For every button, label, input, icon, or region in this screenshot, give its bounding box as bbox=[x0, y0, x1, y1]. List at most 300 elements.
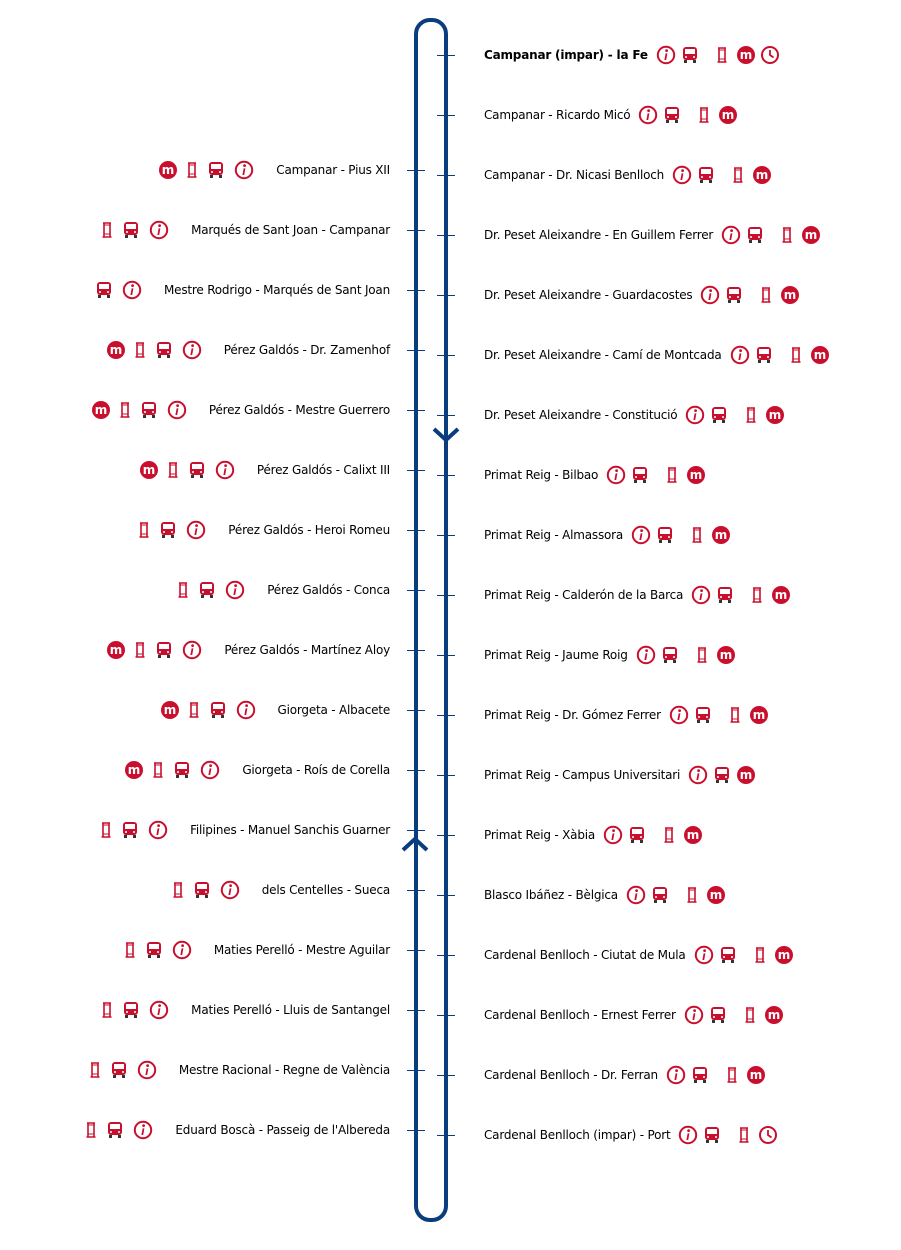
svg-text:m: m bbox=[722, 108, 735, 122]
info-icon[interactable] bbox=[606, 465, 626, 485]
stop-name: Giorgeta - Roís de Corella bbox=[242, 763, 390, 777]
metro-icon[interactable] bbox=[716, 645, 736, 665]
stop-tick bbox=[407, 650, 425, 651]
svg-text:m: m bbox=[110, 643, 123, 657]
info-icon[interactable] bbox=[631, 525, 651, 545]
bus-icon[interactable] bbox=[655, 525, 675, 545]
stop-left[interactable] bbox=[158, 700, 391, 720]
stop-tick bbox=[437, 775, 455, 776]
metro-icon[interactable] bbox=[780, 285, 800, 305]
stop-services bbox=[667, 705, 771, 725]
stop-name: Marqués de Sant Joan - Campanar bbox=[191, 223, 390, 237]
bus-icon[interactable] bbox=[197, 580, 217, 600]
stop-name: Maties Perelló - Lluis de Santangel bbox=[191, 1003, 390, 1017]
bus-stop-icon[interactable] bbox=[725, 705, 745, 725]
metro-icon[interactable] bbox=[765, 405, 785, 425]
stop-services bbox=[104, 640, 204, 660]
stop-tick bbox=[437, 535, 455, 536]
bus-stop-icon[interactable] bbox=[130, 340, 150, 360]
stop-name: Cardenal Benlloch - Ernest Ferrer bbox=[484, 1008, 676, 1022]
stop-tick bbox=[437, 955, 455, 956]
info-icon[interactable] bbox=[700, 285, 720, 305]
info-icon[interactable] bbox=[137, 1060, 157, 1080]
bus-icon[interactable] bbox=[708, 1005, 728, 1025]
stop-right[interactable] bbox=[484, 45, 782, 65]
metro-icon[interactable] bbox=[764, 1005, 784, 1025]
info-icon[interactable] bbox=[234, 160, 254, 180]
bus-stop-icon[interactable] bbox=[163, 460, 183, 480]
stop-services bbox=[636, 105, 740, 125]
bus-stop-icon[interactable] bbox=[184, 700, 204, 720]
stop-name: Primat Reig - Xàbia bbox=[484, 828, 596, 842]
metro-icon[interactable] bbox=[771, 585, 791, 605]
svg-text:m: m bbox=[767, 1008, 781, 1022]
metro-icon[interactable] bbox=[706, 885, 726, 905]
stop-services bbox=[670, 165, 774, 185]
metro-icon[interactable] bbox=[686, 465, 706, 485]
stop-right[interactable] bbox=[484, 1005, 786, 1025]
stop-tick bbox=[437, 355, 455, 356]
stop-services bbox=[171, 580, 247, 600]
svg-text:m: m bbox=[719, 648, 732, 662]
info-icon[interactable] bbox=[694, 945, 714, 965]
metro-icon[interactable] bbox=[801, 225, 821, 245]
stop-right[interactable] bbox=[484, 465, 708, 485]
metro-icon[interactable] bbox=[91, 400, 111, 420]
bus-icon[interactable] bbox=[208, 700, 228, 720]
stop-tick bbox=[407, 290, 425, 291]
stop-name: Primat Reig - Calderón de la Barca bbox=[484, 588, 684, 602]
bus-icon[interactable] bbox=[754, 345, 774, 365]
stop-tick bbox=[437, 595, 455, 596]
stop-right[interactable] bbox=[484, 705, 771, 725]
stop-left[interactable] bbox=[156, 160, 390, 180]
stop-tick bbox=[407, 1070, 425, 1071]
bus-stop-icon[interactable] bbox=[740, 1005, 760, 1025]
stop-services bbox=[79, 1120, 155, 1140]
stop-left[interactable] bbox=[95, 220, 390, 240]
stop-left[interactable] bbox=[92, 280, 390, 300]
bus-stop-icon[interactable] bbox=[130, 640, 150, 660]
stop-left[interactable] bbox=[95, 1000, 390, 1020]
stop-left[interactable] bbox=[83, 1060, 390, 1080]
info-icon[interactable] bbox=[236, 700, 256, 720]
stop-tick bbox=[437, 1135, 455, 1136]
svg-text:m: m bbox=[774, 588, 788, 602]
svg-text:m: m bbox=[162, 163, 175, 177]
stop-tick bbox=[437, 55, 455, 56]
stop-services bbox=[664, 1065, 768, 1085]
stop-name: Dr. Peset Aleixandre - Constitució bbox=[484, 408, 678, 422]
bus-icon[interactable] bbox=[745, 225, 765, 245]
stop-tick bbox=[407, 230, 425, 231]
stop-left[interactable] bbox=[171, 580, 390, 600]
bus-stop-icon[interactable] bbox=[712, 45, 732, 65]
bus-icon[interactable] bbox=[139, 400, 159, 420]
bus-stop-icon[interactable] bbox=[115, 400, 135, 420]
stop-tick bbox=[437, 835, 455, 836]
svg-text:m: m bbox=[804, 228, 818, 242]
stop-services bbox=[132, 520, 208, 540]
stop-left[interactable] bbox=[132, 520, 390, 540]
stop-services bbox=[728, 345, 832, 365]
stop-name: Maties Perelló - Mestre Aguilar bbox=[213, 943, 390, 957]
bus-icon[interactable] bbox=[144, 940, 164, 960]
bus-icon[interactable] bbox=[630, 465, 650, 485]
bus-stop-icon[interactable] bbox=[747, 585, 767, 605]
svg-text:m: m bbox=[749, 1068, 763, 1082]
stop-right[interactable] bbox=[484, 525, 733, 545]
bus-stop-icon[interactable] bbox=[120, 940, 140, 960]
stop-services bbox=[158, 700, 258, 720]
stop-services bbox=[654, 45, 782, 65]
stop-name: Primat Reig - Jaume Roig bbox=[484, 648, 628, 662]
bus-stop-icon[interactable] bbox=[81, 1120, 101, 1140]
info-icon[interactable] bbox=[656, 45, 676, 65]
stop-name: Campanar - Dr. Nicasi Benlloch bbox=[484, 168, 665, 182]
stop-services bbox=[629, 525, 733, 545]
stop-tick bbox=[437, 715, 455, 716]
metro-icon[interactable] bbox=[746, 1065, 766, 1085]
stop-tick bbox=[437, 115, 455, 116]
stop-left[interactable] bbox=[122, 760, 390, 780]
bus-stop-icon[interactable] bbox=[750, 945, 770, 965]
stop-name: dels Centelles - Sueca bbox=[261, 883, 390, 897]
svg-text:m: m bbox=[752, 708, 766, 722]
bus-stop-icon[interactable] bbox=[694, 105, 714, 125]
info-icon[interactable] bbox=[669, 705, 689, 725]
svg-text:m: m bbox=[94, 403, 108, 417]
stop-services bbox=[156, 160, 256, 180]
stop-services bbox=[122, 760, 222, 780]
info-icon[interactable] bbox=[638, 105, 658, 125]
bus-stop-icon[interactable] bbox=[722, 1065, 742, 1085]
bus-icon[interactable] bbox=[662, 105, 682, 125]
stop-left[interactable] bbox=[104, 640, 390, 660]
stop-tick bbox=[407, 170, 425, 171]
stop-services bbox=[719, 225, 823, 245]
info-icon[interactable] bbox=[225, 580, 245, 600]
stop-tick bbox=[407, 350, 425, 351]
metro-icon[interactable] bbox=[160, 700, 180, 720]
stop-name: Campanar (impar) - la Fe bbox=[484, 48, 648, 62]
svg-text:m: m bbox=[769, 408, 782, 422]
stop-right[interactable] bbox=[484, 405, 787, 425]
metro-icon[interactable] bbox=[711, 525, 731, 545]
bus-stop-icon[interactable] bbox=[659, 825, 679, 845]
info-icon[interactable] bbox=[220, 880, 240, 900]
bus-icon[interactable] bbox=[712, 765, 732, 785]
stop-left[interactable] bbox=[104, 340, 390, 360]
bus-icon[interactable] bbox=[650, 885, 670, 905]
stop-name: Primat Reig - Bilbao bbox=[484, 468, 599, 482]
svg-text:m: m bbox=[777, 948, 790, 962]
metro-icon[interactable] bbox=[736, 765, 756, 785]
stop-services bbox=[83, 1060, 159, 1080]
stop-left[interactable] bbox=[166, 880, 390, 900]
stop-name: Mestre Racional - Regne de València bbox=[178, 1063, 390, 1077]
stop-right[interactable] bbox=[484, 585, 793, 605]
stop-right[interactable] bbox=[484, 105, 740, 125]
stop-services bbox=[682, 1005, 786, 1025]
bus-icon[interactable] bbox=[154, 340, 174, 360]
stop-tick bbox=[407, 530, 425, 531]
stop-services bbox=[634, 645, 738, 665]
metro-icon[interactable] bbox=[124, 760, 144, 780]
bus-stop-icon[interactable] bbox=[682, 885, 702, 905]
info-icon[interactable] bbox=[133, 1120, 153, 1140]
bus-stop-icon[interactable] bbox=[687, 525, 707, 545]
stop-services bbox=[89, 400, 189, 420]
bus-stop-icon[interactable] bbox=[96, 820, 116, 840]
stop-services bbox=[601, 825, 705, 845]
stop-tick bbox=[407, 1010, 425, 1011]
metro-icon[interactable] bbox=[749, 705, 769, 725]
svg-text:m: m bbox=[813, 348, 826, 362]
stop-name: Primat Reig - Almassora bbox=[484, 528, 624, 542]
bus-icon[interactable] bbox=[158, 520, 178, 540]
stop-services bbox=[604, 465, 708, 485]
stop-right[interactable] bbox=[484, 345, 832, 365]
clock-icon[interactable] bbox=[758, 1125, 778, 1145]
stop-tick bbox=[407, 770, 425, 771]
route-line bbox=[414, 18, 448, 1222]
stop-services bbox=[686, 765, 758, 785]
stop-name: Pérez Galdós - Dr. Zamenhof bbox=[223, 343, 390, 357]
stop-right[interactable] bbox=[484, 1125, 780, 1145]
stop-right[interactable] bbox=[484, 885, 728, 905]
bus-icon[interactable] bbox=[121, 220, 141, 240]
bus-stop-icon[interactable] bbox=[786, 345, 806, 365]
stop-tick bbox=[407, 1130, 425, 1131]
info-icon[interactable] bbox=[122, 280, 142, 300]
bus-icon[interactable] bbox=[660, 645, 680, 665]
stop-name: Filipines - Manuel Sanchis Guarner bbox=[190, 823, 390, 837]
info-icon[interactable] bbox=[672, 165, 692, 185]
info-icon[interactable] bbox=[684, 1005, 704, 1025]
stop-name: Eduard Boscà - Passeig de l'Albereda bbox=[175, 1123, 390, 1137]
metro-icon[interactable] bbox=[683, 825, 703, 845]
svg-text:m: m bbox=[755, 168, 769, 182]
stop-name: Pérez Galdós - Calixt III bbox=[256, 463, 390, 477]
svg-text:m: m bbox=[686, 828, 700, 842]
stop-services bbox=[95, 220, 171, 240]
bus-icon[interactable] bbox=[693, 705, 713, 725]
stop-tick bbox=[407, 710, 425, 711]
stop-tick bbox=[407, 950, 425, 951]
svg-text:m: m bbox=[714, 528, 728, 542]
stop-tick bbox=[407, 590, 425, 591]
bus-icon[interactable] bbox=[109, 1060, 129, 1080]
stop-services bbox=[118, 940, 194, 960]
stop-tick bbox=[437, 235, 455, 236]
info-icon[interactable] bbox=[603, 825, 623, 845]
stop-name: Campanar - Ricardo Micó bbox=[484, 108, 631, 122]
stop-services bbox=[698, 285, 802, 305]
clock-icon[interactable] bbox=[760, 45, 780, 65]
info-icon[interactable] bbox=[148, 820, 168, 840]
stop-name: Blasco Ibáñez - Bèlgica bbox=[484, 888, 618, 902]
stop-name: Cardenal Benlloch - Dr. Ferran bbox=[484, 1068, 658, 1082]
bus-icon[interactable] bbox=[154, 640, 174, 660]
stop-services bbox=[692, 945, 796, 965]
bus-icon[interactable] bbox=[121, 1000, 141, 1020]
stop-right[interactable] bbox=[484, 225, 823, 245]
bus-stop-icon[interactable] bbox=[173, 580, 193, 600]
stop-right[interactable] bbox=[484, 165, 774, 185]
stop-name: Cardenal Benlloch - Ciutat de Mula bbox=[484, 948, 686, 962]
bus-icon[interactable] bbox=[690, 1065, 710, 1085]
info-icon[interactable] bbox=[730, 345, 750, 365]
info-icon[interactable] bbox=[172, 940, 192, 960]
bus-stop-icon[interactable] bbox=[756, 285, 776, 305]
stop-services bbox=[624, 885, 728, 905]
info-icon[interactable] bbox=[626, 885, 646, 905]
bus-stop-icon[interactable] bbox=[134, 520, 154, 540]
svg-text:m: m bbox=[128, 763, 141, 777]
info-icon[interactable] bbox=[721, 225, 741, 245]
stop-services bbox=[166, 880, 242, 900]
metro-icon[interactable] bbox=[106, 340, 126, 360]
stop-right[interactable] bbox=[484, 945, 796, 965]
bus-icon[interactable] bbox=[627, 825, 647, 845]
svg-text:m: m bbox=[109, 343, 123, 357]
bus-stop-icon[interactable] bbox=[148, 760, 168, 780]
bus-icon[interactable] bbox=[702, 1125, 722, 1145]
stop-tick bbox=[437, 1075, 455, 1076]
svg-text:m: m bbox=[709, 888, 723, 902]
stop-name: Pérez Galdós - Martínez Aloy bbox=[224, 643, 390, 657]
bus-stop-icon[interactable] bbox=[734, 1125, 754, 1145]
metro-icon[interactable] bbox=[158, 160, 178, 180]
bus-stop-icon[interactable] bbox=[777, 225, 797, 245]
bus-icon[interactable] bbox=[94, 280, 114, 300]
info-icon[interactable] bbox=[182, 640, 202, 660]
info-icon[interactable] bbox=[215, 460, 235, 480]
stop-name: Primat Reig - Campus Universitari bbox=[484, 768, 681, 782]
bus-icon[interactable] bbox=[120, 820, 140, 840]
stop-left[interactable] bbox=[89, 400, 390, 420]
stop-tick bbox=[407, 410, 425, 411]
stop-name: Pérez Galdós - Conca bbox=[267, 583, 390, 597]
stop-right[interactable] bbox=[484, 825, 705, 845]
stop-name: Dr. Peset Aleixandre - En Guillem Ferrer bbox=[484, 228, 714, 242]
bus-icon[interactable] bbox=[718, 945, 738, 965]
stop-services bbox=[689, 585, 793, 605]
bus-icon[interactable] bbox=[192, 880, 212, 900]
info-icon[interactable] bbox=[149, 1000, 169, 1020]
stop-left[interactable] bbox=[79, 1120, 390, 1140]
down-arrow-icon bbox=[432, 426, 460, 444]
stop-tick bbox=[407, 830, 425, 831]
info-icon[interactable] bbox=[149, 220, 169, 240]
stop-tick bbox=[437, 1015, 455, 1016]
metro-icon[interactable] bbox=[736, 45, 756, 65]
bus-stop-icon[interactable] bbox=[85, 1060, 105, 1080]
stop-name: Pérez Galdós - Mestre Guerrero bbox=[208, 403, 390, 417]
up-arrow-icon bbox=[401, 835, 429, 853]
bus-icon[interactable] bbox=[709, 405, 729, 425]
bus-stop-icon[interactable] bbox=[168, 880, 188, 900]
stop-tick bbox=[407, 470, 425, 471]
bus-icon[interactable] bbox=[187, 460, 207, 480]
bus-icon[interactable] bbox=[172, 760, 192, 780]
bus-icon[interactable] bbox=[105, 1120, 125, 1140]
bus-icon[interactable] bbox=[206, 160, 226, 180]
bus-icon[interactable] bbox=[715, 585, 735, 605]
info-icon[interactable] bbox=[167, 400, 187, 420]
stop-right[interactable] bbox=[484, 1065, 768, 1085]
stop-services bbox=[92, 280, 144, 300]
svg-text:m: m bbox=[689, 468, 703, 482]
stop-tick bbox=[437, 295, 455, 296]
stop-name: Primat Reig - Dr. Gómez Ferrer bbox=[484, 708, 661, 722]
svg-text:m: m bbox=[163, 703, 176, 717]
bus-stop-icon[interactable] bbox=[182, 160, 202, 180]
bus-stop-icon[interactable] bbox=[692, 645, 712, 665]
stop-services bbox=[94, 820, 170, 840]
metro-icon[interactable] bbox=[106, 640, 126, 660]
stop-right[interactable] bbox=[484, 765, 758, 785]
bus-stop-icon[interactable] bbox=[728, 165, 748, 185]
stop-right[interactable] bbox=[484, 645, 738, 665]
stop-tick bbox=[437, 655, 455, 656]
stop-name: Campanar - Pius XII bbox=[276, 163, 390, 177]
bus-icon[interactable] bbox=[696, 165, 716, 185]
bus-stop-icon[interactable] bbox=[97, 220, 117, 240]
svg-text:m: m bbox=[142, 463, 156, 477]
stop-name: Giorgeta - Albacete bbox=[277, 703, 390, 717]
stop-services bbox=[95, 1000, 171, 1020]
stop-tick bbox=[437, 895, 455, 896]
info-icon[interactable] bbox=[666, 1065, 686, 1085]
info-icon[interactable] bbox=[200, 760, 220, 780]
info-icon[interactable] bbox=[691, 585, 711, 605]
info-icon[interactable] bbox=[636, 645, 656, 665]
info-icon[interactable] bbox=[688, 765, 708, 785]
stop-right[interactable] bbox=[484, 285, 802, 305]
stop-tick bbox=[437, 175, 455, 176]
metro-icon[interactable] bbox=[774, 945, 794, 965]
stop-services bbox=[683, 405, 787, 425]
stop-services bbox=[676, 1125, 780, 1145]
info-icon[interactable] bbox=[685, 405, 705, 425]
info-icon[interactable] bbox=[182, 340, 202, 360]
bus-stop-icon[interactable] bbox=[662, 465, 682, 485]
metro-icon[interactable] bbox=[718, 105, 738, 125]
metro-icon[interactable] bbox=[139, 460, 159, 480]
svg-text:m: m bbox=[739, 48, 753, 62]
stop-tick bbox=[437, 415, 455, 416]
info-icon[interactable] bbox=[678, 1125, 698, 1145]
metro-icon[interactable] bbox=[752, 165, 772, 185]
svg-text:m: m bbox=[784, 288, 797, 302]
stop-name: Cardenal Benlloch (impar) - Port bbox=[484, 1128, 671, 1142]
stop-left[interactable] bbox=[94, 820, 390, 840]
bus-stop-icon[interactable] bbox=[97, 1000, 117, 1020]
stop-tick bbox=[437, 475, 455, 476]
info-icon[interactable] bbox=[186, 520, 206, 540]
stop-name: Mestre Rodrigo - Marqués de Sant Joan bbox=[164, 283, 390, 297]
stop-left[interactable] bbox=[118, 940, 390, 960]
stop-name: Dr. Peset Aleixandre - Guardacostes bbox=[484, 288, 693, 302]
bus-icon[interactable] bbox=[724, 285, 744, 305]
bus-icon[interactable] bbox=[680, 45, 700, 65]
stop-left[interactable] bbox=[137, 460, 390, 480]
stop-services bbox=[137, 460, 237, 480]
metro-icon[interactable] bbox=[810, 345, 830, 365]
bus-stop-icon[interactable] bbox=[741, 405, 761, 425]
